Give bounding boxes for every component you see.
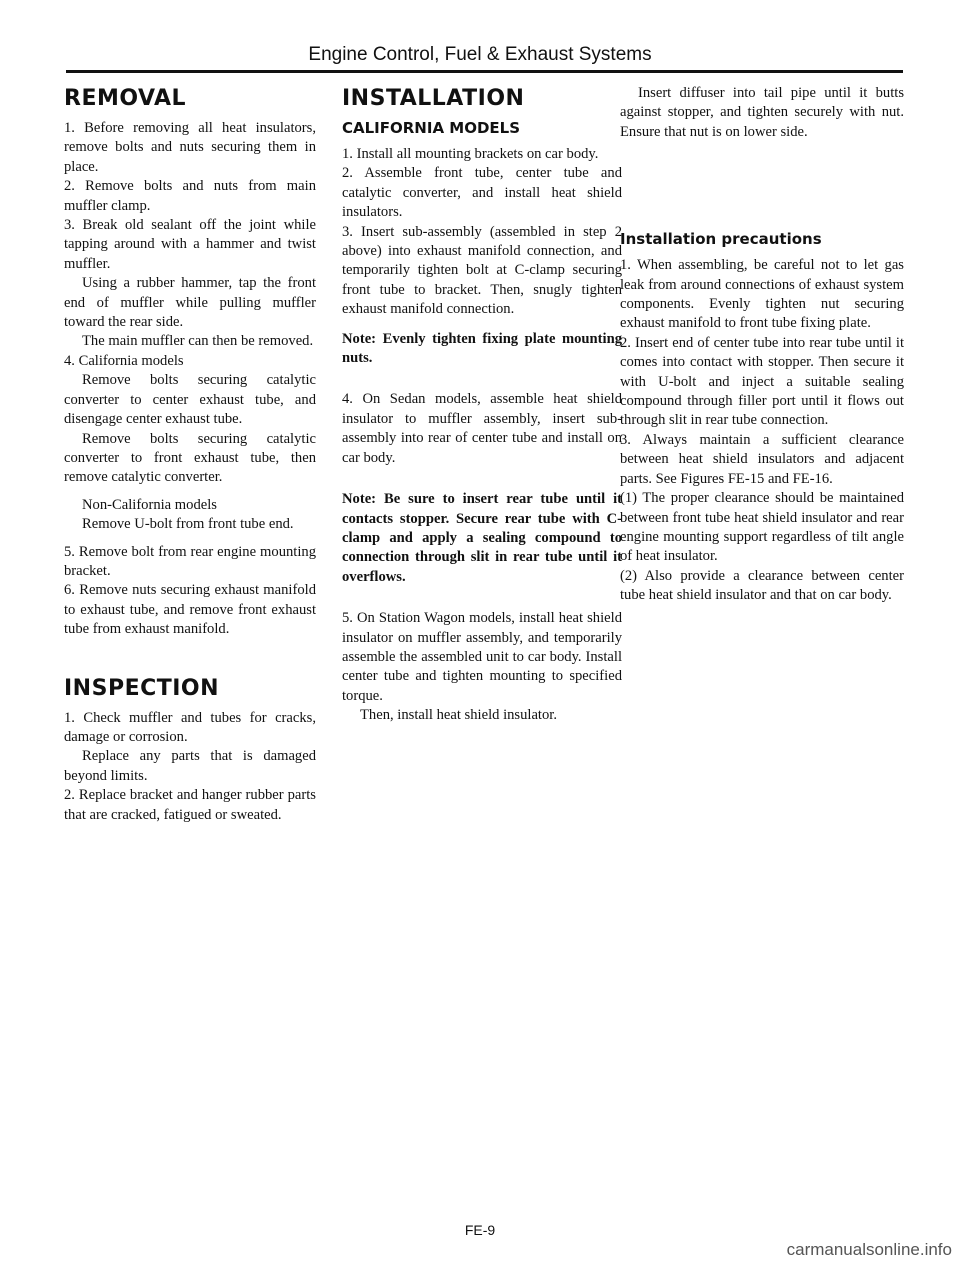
note-1-label: Note: [342,330,377,347]
page-number: FE-9 [464,1222,496,1238]
removal-step-1: 1. Before removing all heat insulators, remove bolts and nuts securing them in place. [64,120,316,175]
watermark: carmanualsonline.info [786,1240,952,1259]
removal-heading: REMOVAL [64,86,187,111]
removal-step-5: 5. Remove bolt from rear engine mounting bracket. [64,543,316,579]
column-left [64,84,316,825]
installation-step-3: 3. Insert sub-assembly (assembled in step 2 above) into exhaust manifold connection, and temporarily tighten bolt at C-clamp securing front tube to bracket. Then, snugly tighten exhaust manifold connection. [342,223,622,318]
inspection-step-1a: Replace any parts that is damaged beyond limits. [64,748,316,784]
inspection-heading: INSPECTION [64,675,220,701]
note-2 [342,490,622,587]
installation-heading: INSTALLATION [342,86,525,111]
header-rule [66,70,903,73]
installation-step-4: 4. On Sedan models, assemble heat shield insulator to muffler assembly, insert sub-assembly into rear of center tube and install on car body. [342,391,622,466]
page-header-title: Engine Control, Fuel & Exhaust Systems [308,44,652,65]
precaution-2: 2. Insert end of center tube into rear tube until it comes into contact with stopper. Then secure it with U-bolt and inject a suitable sealing compound through filler port until it flows out through slit in rear tube connection. [620,334,904,429]
precaution-3a: (1) The proper clearance should be maintained between front tube heat shield insulator and rear engine mounting support regardless of tilt angle of heat insulator. [620,490,904,565]
california-models-heading: CALIFORNIA MODELS [342,119,521,137]
note-2-label: Note: [342,491,377,508]
installation-step-5a: Then, install heat shield insulator. [360,707,557,724]
removal-step-3: 3. Break old sealant off the joint while tapping around with a hammer and twist muffler. [64,217,316,272]
removal-step-6: 6. Remove nuts securing exhaust manifold to exhaust tube, and remove front exhaust tube from exhaust manifold. [64,582,316,638]
removal-step-4c: Non-California models [82,496,217,513]
precaution-3: 3. Always maintain a sufficient clearance between heat shield insulators and adjacent parts. See Figures FE-15 and FE-16. [620,431,904,487]
removal-step-2: 2. Remove bolts and nuts from main muffler clamp. [64,178,316,214]
removal-step-4d: Remove U-bolt from front tube end. [82,516,294,533]
removal-step-3a: Using a rubber hammer, tap the front end of muffler while pulling muffler toward the rear side. [64,275,316,331]
note-2-text: Be sure to insert rear tube until it contacts stopper. Secure rear tube with C-clamp and apply a sealing compound to connection through slit in rear tube until it overflows. [342,491,622,585]
removal-step-4a: Remove bolts securing catalytic converter to center exhaust tube, and disengage center exhaust tube. [64,372,316,428]
precaution-3b: (2) Also provide a clearance between center tube heat shield insulator and that on car body. [620,567,904,604]
inspection-step-2: 2. Replace bracket and hanger rubber parts that are cracked, fatigued or sweated. [64,787,316,823]
diffuser-instruction: Insert diffuser into tail pipe until it butts against stopper, and tighten securely with nut. Ensure that nut is on lower side. [620,85,904,140]
note-1-text: Evenly tighten fixing plate mounting nuts. [342,330,622,367]
note-1 [342,330,622,369]
column-right [620,84,904,606]
inspection-step-1: 1. Check muffler and tubes for cracks, damage or corrosion. [64,709,316,745]
removal-step-4: 4. California models [64,352,184,369]
installation-step-2: 2. Assemble front tube, center tube and catalytic converter, and install heat shield insulators. [342,165,622,221]
installation-step-1: 1. Install all mounting brackets on car body. [342,146,599,162]
installation-precautions-heading: Installation precautions [620,230,822,249]
installation-step-5: 5. On Station Wagon models, install heat shield insulator on muffler assembly, and temporarily assemble the assembled unit to car body. Install center tube and tighten mounting to specified torque. [342,610,622,704]
removal-step-4b: Remove bolts securing catalytic converter to front exhaust tube, then remove catalytic converter. [64,430,316,486]
removal-step-3b: The main muffler can then be removed. [82,333,314,350]
precaution-1: 1. When assembling, be careful not to let gas leak from around connections of exhaust system components. Evenly tighten nut securing exhaust manifold to front tube fixing plate. [620,257,904,332]
column-middle [342,84,622,726]
